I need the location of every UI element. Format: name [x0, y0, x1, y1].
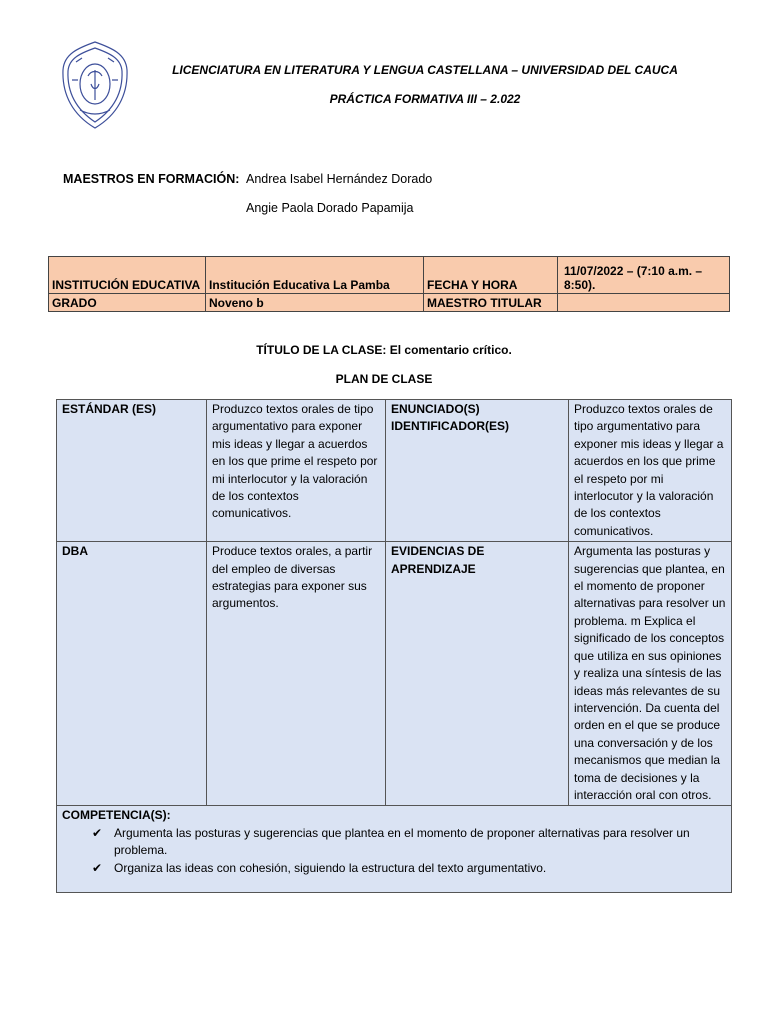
head-teacher-label: MAESTRO TITULAR	[424, 294, 558, 312]
grade-label: GRADO	[49, 294, 206, 312]
competencies-list	[62, 825, 726, 891]
datetime-label: FECHA Y HORA	[424, 257, 558, 294]
teacher-name-1: Andrea Isabel Hernández Dorado	[246, 172, 433, 186]
datetime-value: 11/07/2022 – (7:10 a.m. – 8:50).	[558, 257, 730, 294]
class-plan-table	[56, 399, 732, 893]
teacher-name-2: Angie Paola Dorado Papamija	[246, 201, 414, 215]
dba-text: Produce textos orales, a partir del empleo de diversas estrategias para exponer sus argumentos.	[207, 542, 386, 806]
institution-info-table	[48, 256, 730, 312]
practice-line: PRÁCTICA FORMATIVA III – 2.022	[329, 92, 521, 106]
competency-item	[92, 825, 726, 860]
competency-text: Organiza las ideas con cohesión, siguiendo la estructura del texto argumentativo.	[114, 860, 547, 875]
dba-label: DBA	[57, 542, 207, 806]
competency-item	[92, 860, 726, 877]
institution-label: INSTITUCIÓN EDUCATIVA	[49, 257, 206, 294]
evidence-label: EVIDENCIAS DE APRENDIZAJE	[386, 542, 569, 806]
university-seal-logo	[58, 40, 132, 132]
competencies-label: COMPETENCIA(S):	[62, 808, 171, 823]
standard-text: Produzco textos orales de tipo argumentativo para exponer mis ideas y llegar a acuerdos en los que prime el respeto por mi interlocutor y la valoración de los contextos comunicativos.	[207, 400, 386, 542]
teachers-label: MAESTROS EN FORMACIÓN:	[63, 172, 240, 186]
institution-value: Institución Educativa La Pamba	[206, 257, 424, 294]
evidence-text: Argumenta las posturas y sugerencias que plantea, en el momento de proponer alternativas para resolver un problema. m Explica el significado de los conceptos que utiliza en sus opiniones y realiza una síntesis de las ideas más relevantes de su intervención. Da cuenta del orden en el que se produce una conversación y de los mecanismos que median la toma de decisiones y la interacción oral con otros.	[569, 542, 732, 806]
statement-text: Produzco textos orales de tipo argumentativo para exponer mis ideas y llegar a acuerdos en los que prime el respeto por mi interlocutor y la valoración de los contextos comunicativos.	[569, 400, 732, 542]
checkmark-icon: ✔	[92, 825, 103, 840]
head-teacher-value	[558, 294, 730, 312]
plan-title: PLAN DE CLASE	[335, 372, 433, 386]
class-title: TÍTULO DE LA CLASE: El comentario crítico.	[256, 343, 512, 357]
competencies-cell	[57, 806, 732, 893]
statement-label: ENUNCIADO(S) IDENTIFICADOR(ES)	[386, 400, 569, 542]
competency-text: Argumenta las posturas y sugerencias que plantea en el momento de proponer alternativas para resolver un problema.	[114, 825, 690, 858]
university-line: LICENCIATURA EN LITERATURA Y LENGUA CASTELLANA – UNIVERSIDAD DEL CAUCA	[172, 63, 678, 77]
checkmark-icon: ✔	[92, 860, 103, 875]
standard-label: ESTÁNDAR (ES)	[57, 400, 207, 542]
grade-value: Noveno b	[206, 294, 424, 312]
